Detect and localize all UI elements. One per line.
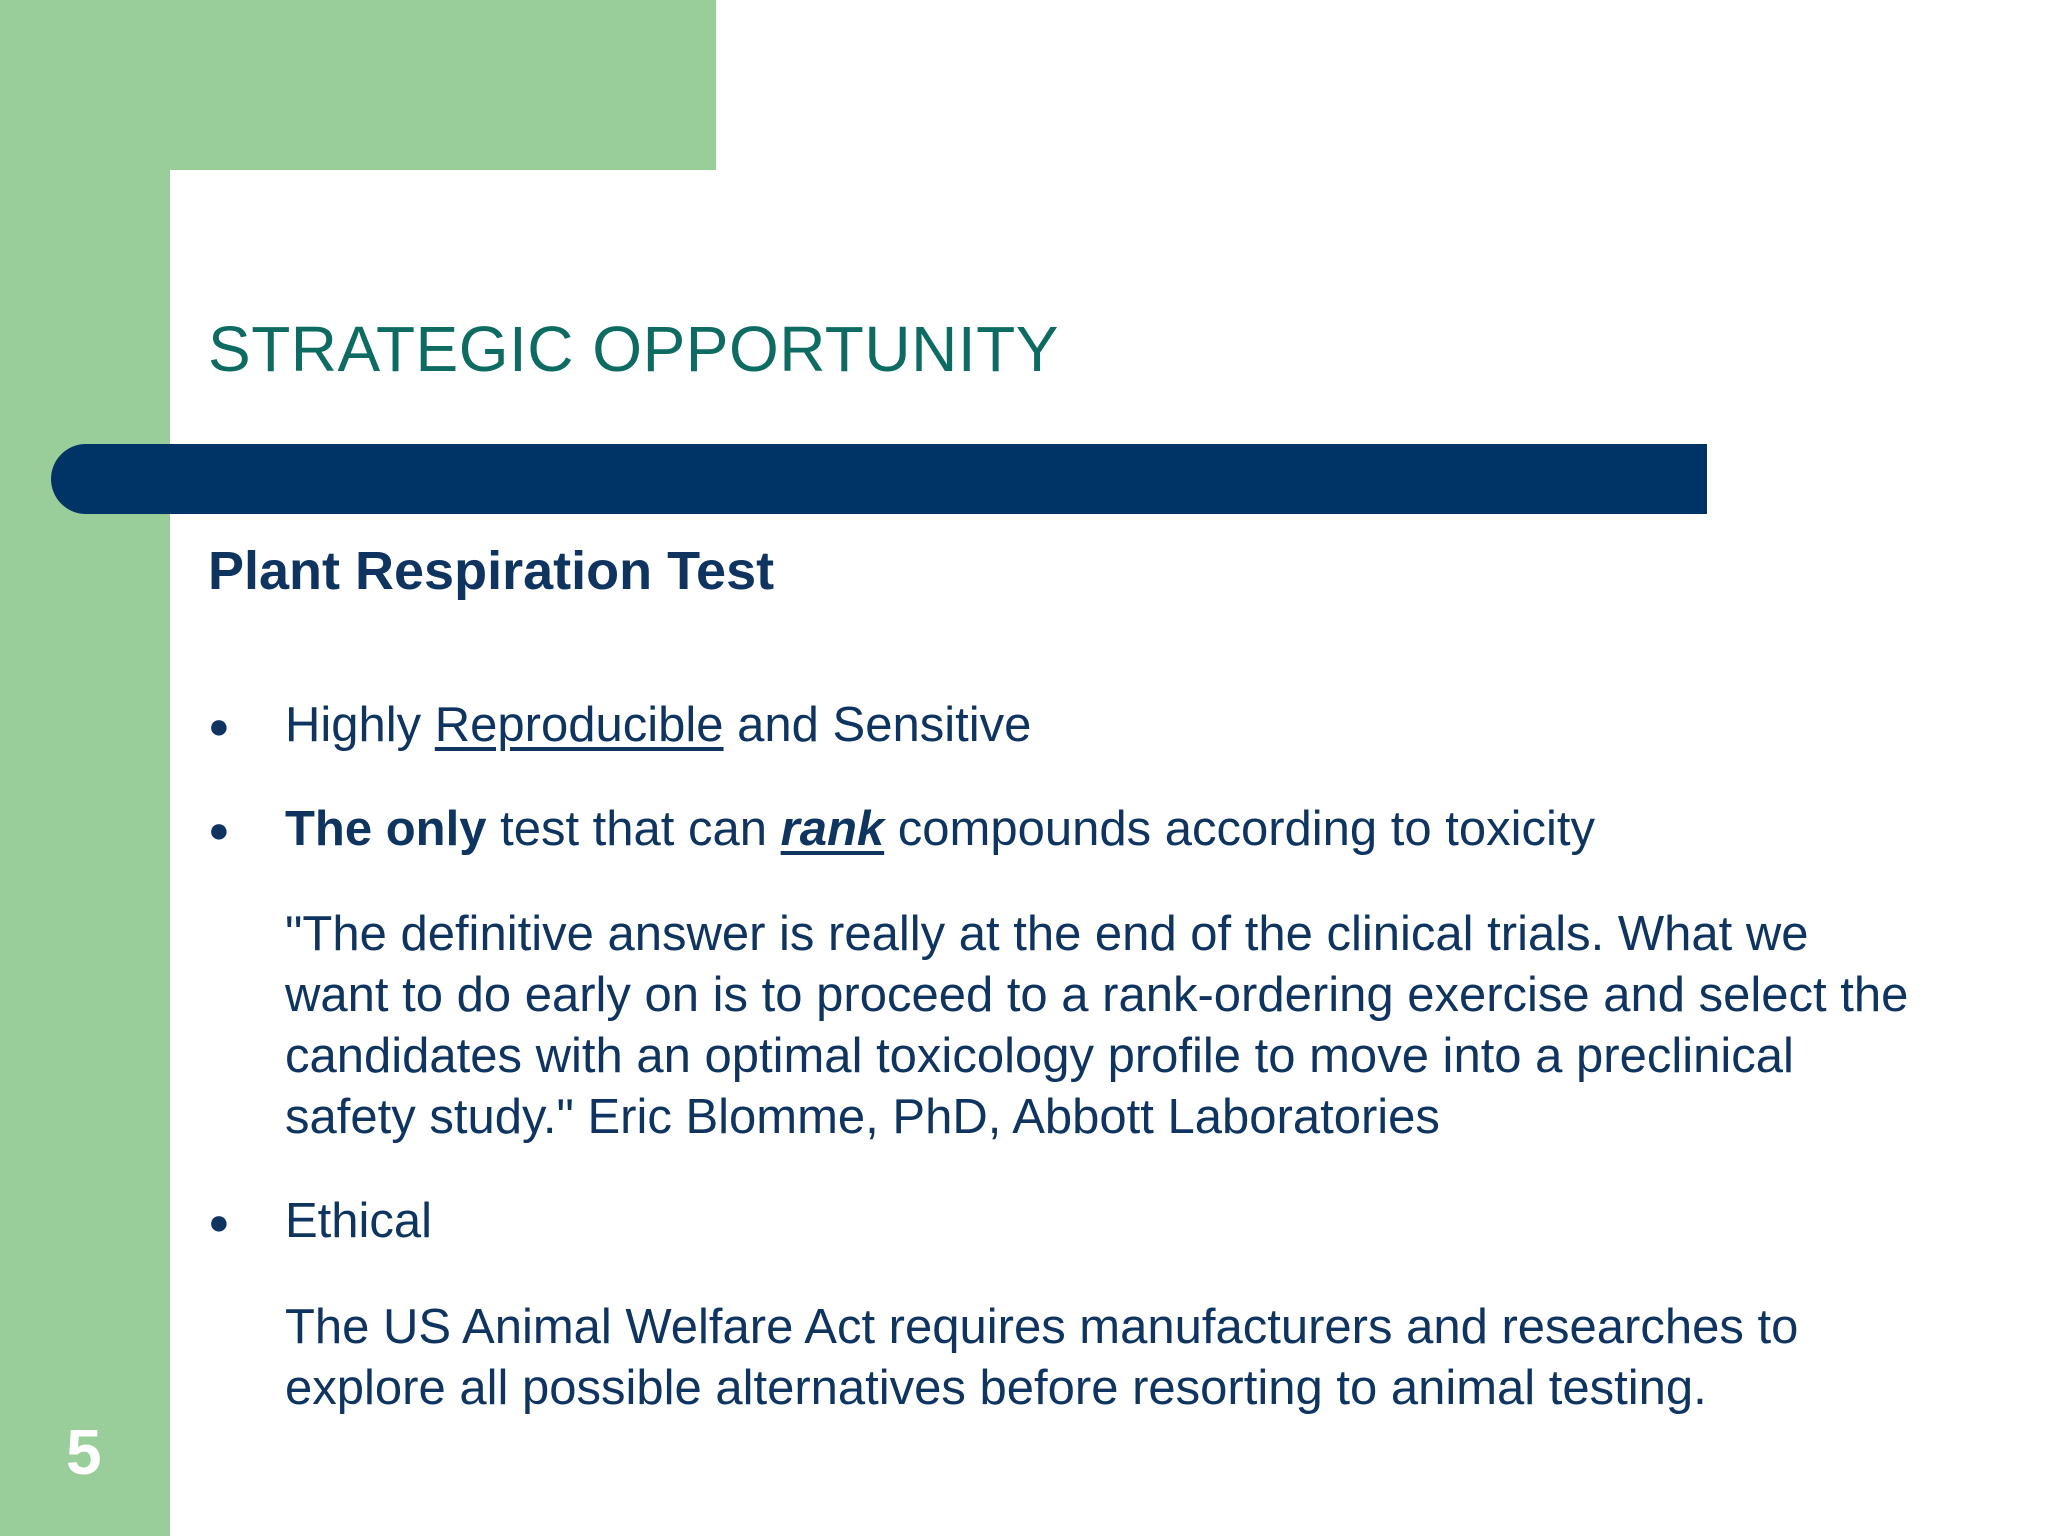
- bullet-icon: ●: [208, 1201, 230, 1242]
- title-divider-bar: [51, 444, 1707, 514]
- quote-paragraph: "The definitive answer is really at the end of the clinical trials. What we want to do early on is to proceed to a rank-ordering exercise and select the candidates with an optimal toxicology profile to move into a preclinical safety study." Eric Blomme, PhD, Abbott Laboratories: [285, 907, 1909, 1144]
- bullet-icon: ●: [208, 705, 230, 746]
- emphasized-word: rank: [780, 802, 885, 856]
- green-top-band: [0, 0, 716, 170]
- bullet-text: The only test that can rank compounds according to toxicity: [285, 802, 1596, 856]
- green-side-band: [0, 0, 170, 1536]
- bullet-text: Ethical: [285, 1194, 433, 1248]
- slide-number: 5: [66, 1416, 102, 1488]
- bold-phrase: The only: [285, 802, 487, 856]
- slide-title: STRATEGIC OPPORTUNITY: [208, 313, 1059, 385]
- underlined-term: Reproducible: [434, 698, 724, 752]
- ethical-paragraph: The US Animal Welfare Act requires manufacturers and researches to explore all possible alternatives before resorting to animal testing.: [285, 1300, 1799, 1415]
- slide-subtitle: Plant Respiration Test: [208, 541, 775, 601]
- bullet-text: Highly Reproducible and Sensitive: [285, 698, 1032, 752]
- bullet-icon: ●: [208, 809, 230, 850]
